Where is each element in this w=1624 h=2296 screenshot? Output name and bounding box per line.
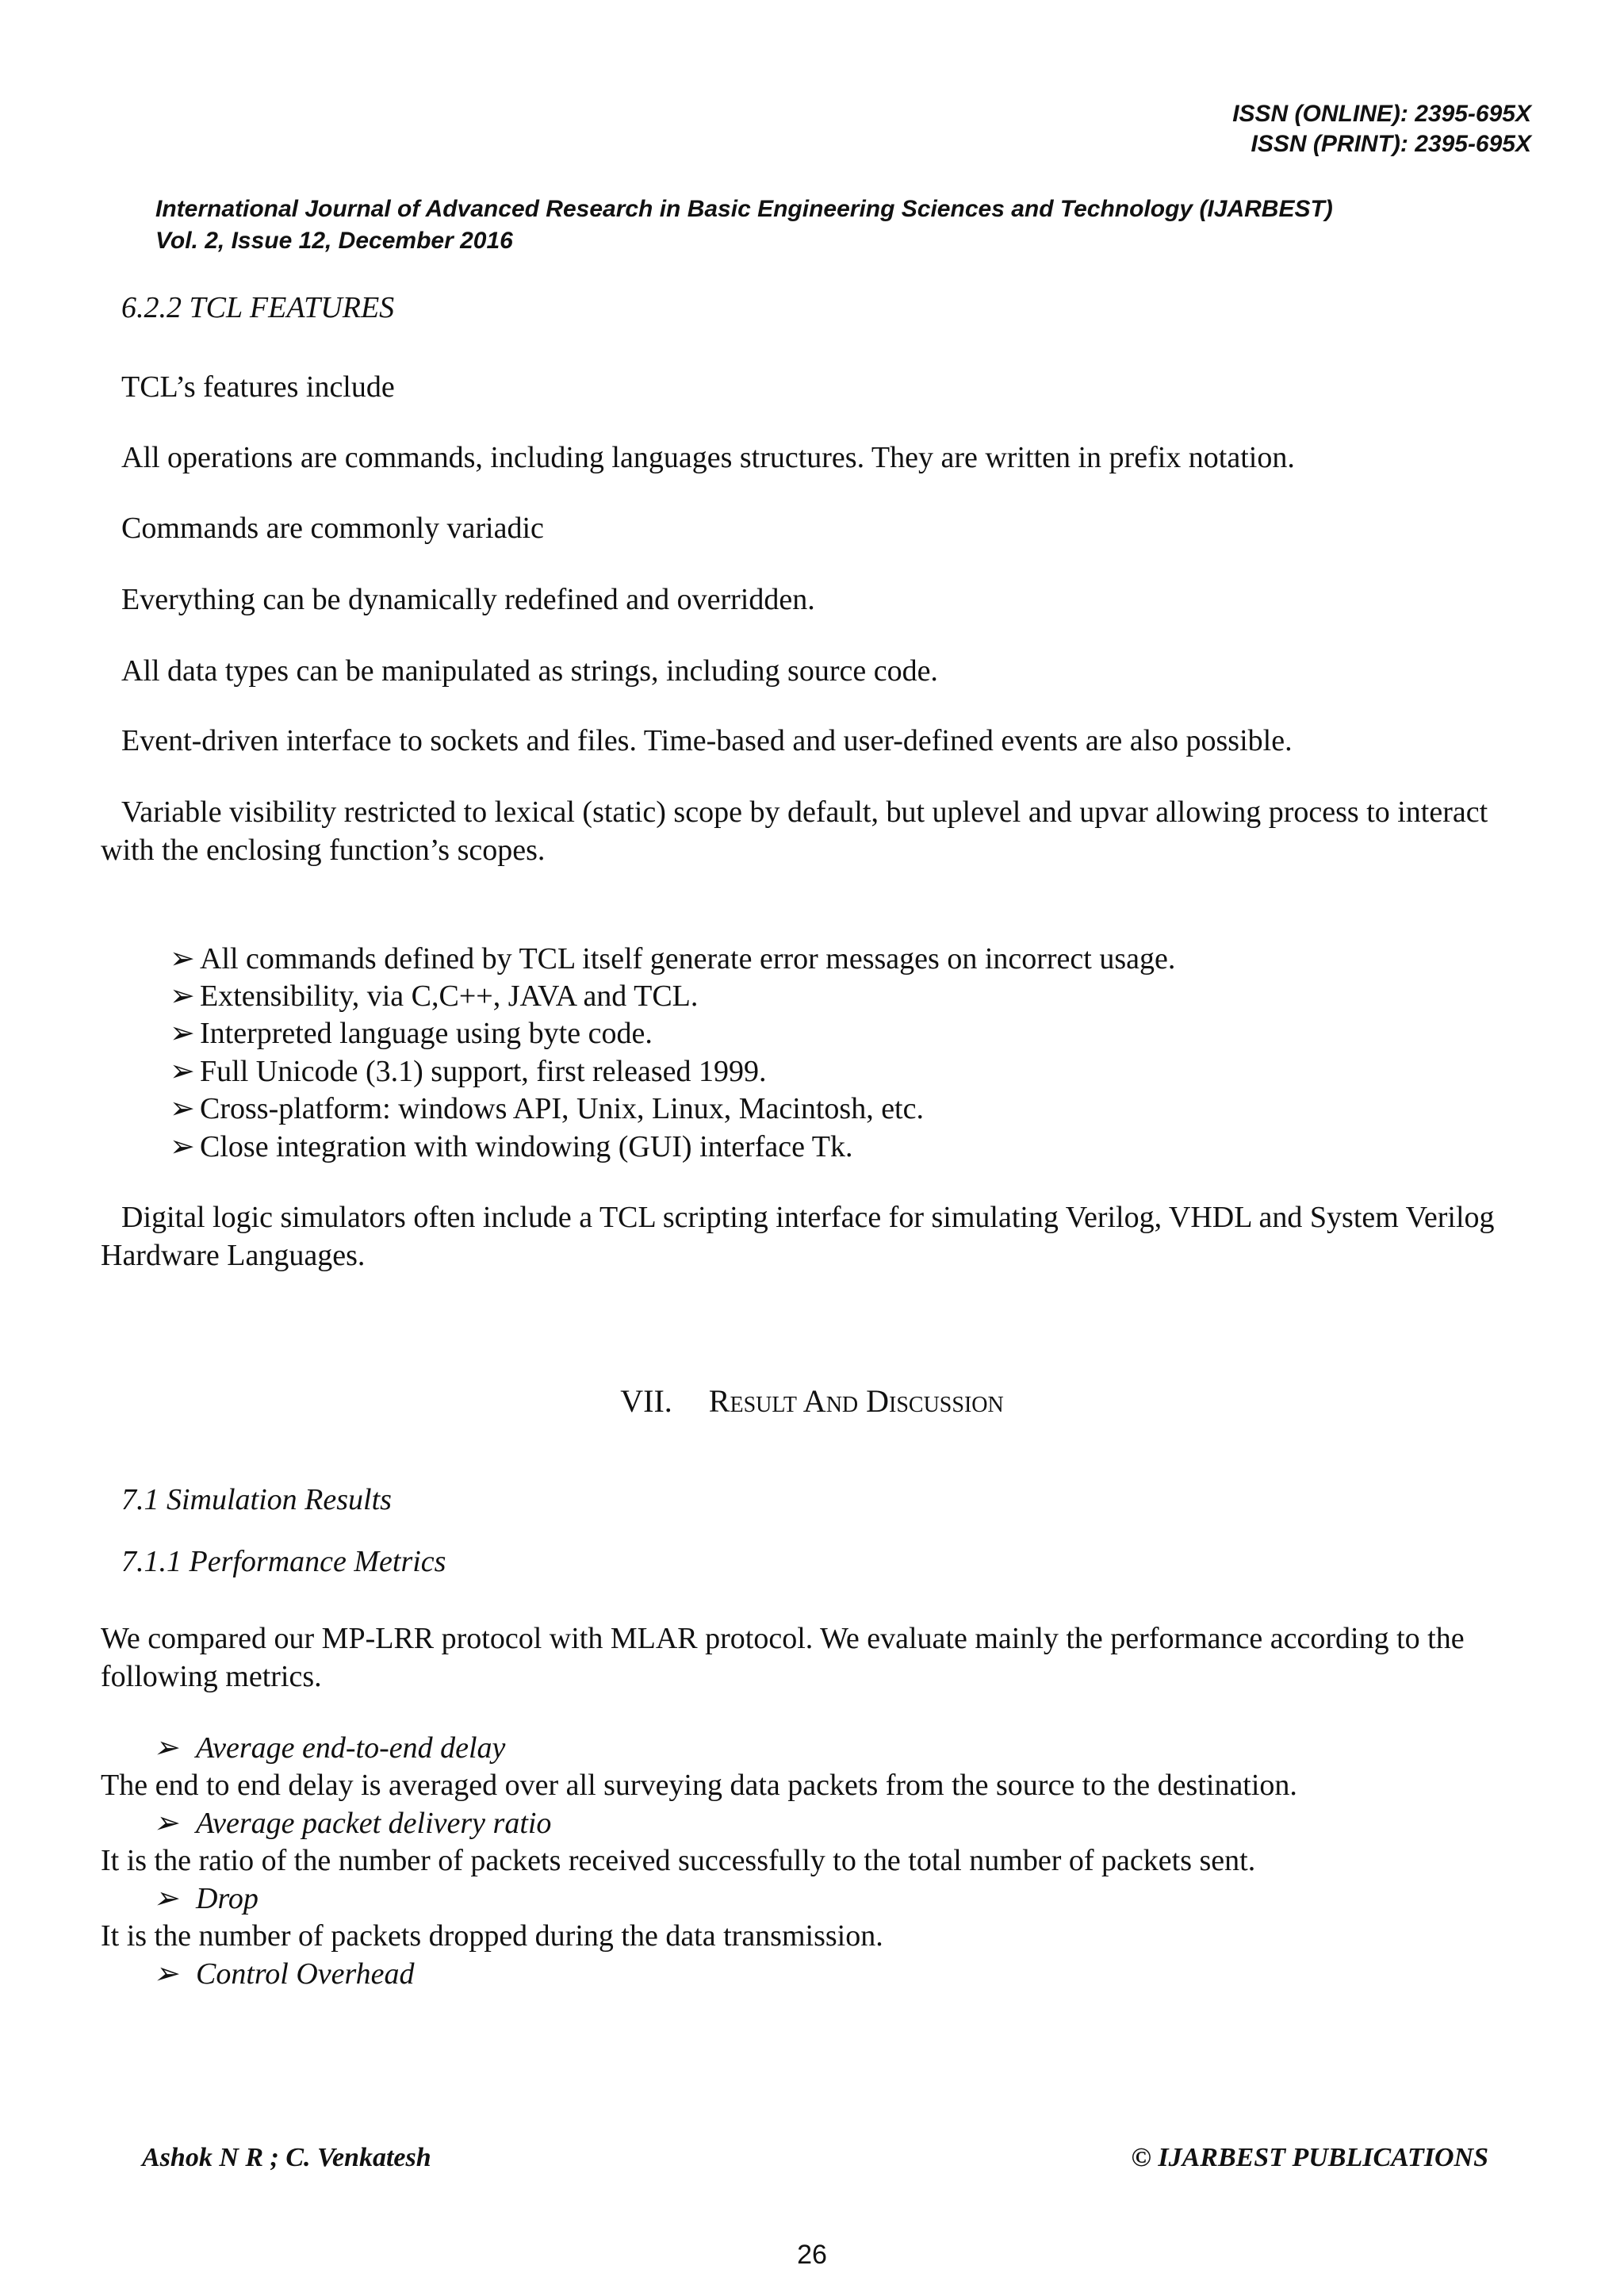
issn-online: ISSN (ONLINE): 2395-695X [1232,101,1531,127]
metric-name: ➢ Drop [101,1880,1297,1918]
list-item: ➢ Close integration with windowing (GUI) interface Tk. [170,1128,1175,1165]
arrowhead-bullet-icon: ➢ [170,1017,195,1051]
arrowhead-bullet-icon: ➢ [153,1957,178,1991]
metric-name: ➢ Control Overhead [101,1955,1297,1993]
section-heading-6-2-2: 6.2.2 TCL FEATURES [121,291,395,324]
arrowhead-bullet-icon: ➢ [170,1054,195,1088]
subsection-heading-7-1: 7.1 Simulation Results [121,1483,392,1516]
metric-description: It is the number of packets dropped during the data transmission. [101,1919,883,1953]
footer-publisher: © IJARBEST PUBLICATIONS [1131,2143,1488,2172]
metric-name: ➢ Average end-to-end delay [101,1729,1297,1767]
subsection-heading-7-1-1: 7.1.1 Performance Metrics [121,1545,446,1578]
list-item: ➢ Extensibility, via C,C++, JAVA and TCL. [170,977,1175,1014]
closing-paragraph: Digital logic simulators often include a TCL scripting interface for simulating Verilog, VHDL and System Verilog Hardware Languages. [101,1201,1495,1272]
feature-line: All operations are commands, including languages structures. They are written in prefix notation. [121,441,1295,474]
list-item: ➢ Cross-platform: windows API, Unix, Linux, Macintosh, etc. [170,1091,1175,1128]
section-heading-vii [0,1382,1624,1420]
visibility-paragraph: Variable visibility restricted to lexical (static) scope by default, but uplevel and upvar allowing process to interact with the enclosing function’s scopes. [101,795,1488,867]
list-item: ➢ All commands defined by TCL itself generate error messages on incorrect usage. [170,940,1175,977]
metric-description: It is the ratio of the number of packets received successfully to the total number of packets sent. [101,1844,1256,1878]
arrowhead-bullet-icon: ➢ [153,1806,178,1840]
arrowhead-bullet-icon: ➢ [153,1731,178,1765]
arrowhead-bullet-icon: ➢ [153,1881,178,1915]
section-number: VII. [620,1383,672,1419]
list-item: ➢ Interpreted language using byte code. [170,1015,1175,1052]
feature-line: All data types can be manipulated as strings, including source code. [121,654,938,688]
list-item: ➢ Full Unicode (3.1) support, first released 1999. [170,1052,1175,1090]
metrics-list [101,1729,1297,1993]
metrics-intro-paragraph: We compared our MP-LRR protocol with MLAR protocol. We evaluate mainly the performance according to the following metrics. [101,1622,1465,1693]
metric-name: ➢ Average packet delivery ratio [101,1804,1297,1842]
features-intro: TCL’s features include [121,370,395,404]
issn-print: ISSN (PRINT): 2395-695X [1251,131,1531,157]
arrowhead-bullet-icon: ➢ [170,1129,195,1163]
journal-volume: Vol. 2, Issue 12, December 2016 [155,228,513,254]
features-bullet-list [170,940,1175,1165]
arrowhead-bullet-icon: ➢ [170,1092,195,1126]
arrowhead-bullet-icon: ➢ [170,941,195,976]
feature-line: Event-driven interface to sockets and files. Time-based and user-defined events are also possible. [121,724,1293,757]
arrowhead-bullet-icon: ➢ [170,979,195,1014]
feature-line: Everything can be dynamically redefined and overridden. [121,583,815,616]
feature-line: Commands are commonly variadic [121,512,544,545]
page-number: 26 [797,2240,827,2270]
section-title: Result And Discussion [708,1383,1004,1419]
footer-authors: Ashok N R ; C. Venkatesh [142,2143,431,2172]
metric-description: The end to end delay is averaged over all surveying data packets from the source to the destination. [101,1769,1297,1803]
journal-title: International Journal of Advanced Research in Basic Engineering Sciences and Technology (IJARBEST) [155,196,1333,222]
